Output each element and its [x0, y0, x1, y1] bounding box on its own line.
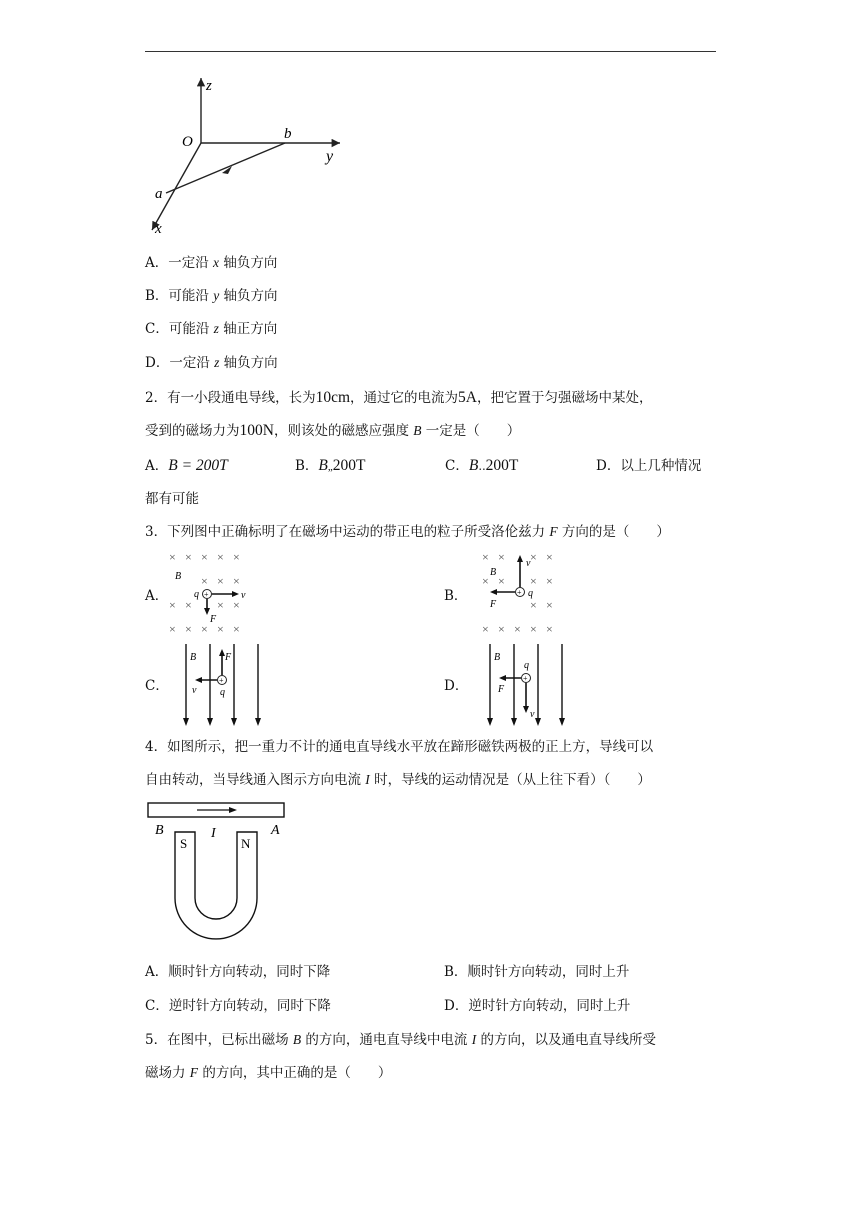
q3-option-c-label[interactable]: C． [145, 678, 169, 694]
svg-text:×: × [185, 550, 192, 564]
svg-text:×: × [530, 598, 537, 612]
svg-text:×: × [514, 622, 521, 636]
label-I: I [211, 826, 216, 841]
q5-stem-line2: 磁场力 F 的方向，其中正确的是（ ） [145, 1065, 392, 1081]
q4-figure-magnet [145, 800, 295, 950]
q3-option-d-label[interactable]: D． [444, 678, 469, 694]
q2-option-c[interactable]: C．B‥200T [445, 457, 519, 474]
svg-text:v: v [530, 709, 535, 720]
svg-text:×: × [233, 574, 240, 588]
svg-text:×: × [546, 622, 553, 636]
svg-text:B: B [494, 652, 501, 663]
label-B-end: B [155, 823, 164, 838]
svg-text:q: q [524, 660, 529, 671]
svg-text:×: × [498, 550, 505, 564]
svg-text:×: × [169, 550, 176, 564]
svg-text:×: × [482, 574, 489, 588]
figure-axes [140, 70, 360, 240]
pole-S: S [180, 836, 188, 851]
svg-text:F: F [490, 599, 497, 610]
q3-figure-a [165, 545, 255, 640]
svg-text:×: × [169, 598, 176, 612]
wire-ab [166, 143, 285, 193]
svg-text:×: × [530, 622, 537, 636]
header-rule [145, 51, 716, 52]
q4-stem-line2: 自由转动，当导线通入图示方向电流 I 时，导线的运动情况是（从上往下看）（ ） [145, 772, 651, 788]
label-x: x [155, 221, 162, 237]
svg-text:F: F [225, 652, 232, 663]
q3-option-b-label[interactable]: B． [444, 588, 468, 604]
svg-text:F: F [498, 684, 505, 695]
svg-text:v: v [192, 685, 197, 696]
svg-text:×: × [530, 550, 537, 564]
label-b: b [284, 126, 292, 142]
svg-text:×: × [233, 598, 240, 612]
q3-option-a-label[interactable]: A． [145, 588, 169, 604]
svg-text:B: B [190, 652, 197, 663]
q4-option-c[interactable]: C．逆时针方向转动，同时下降 [145, 998, 331, 1014]
q2-option-d[interactable]: D．以上几种情况 [596, 458, 702, 474]
svg-text:×: × [546, 598, 553, 612]
svg-text:×: × [169, 622, 176, 636]
svg-text:×: × [482, 550, 489, 564]
q3-figure-c [178, 640, 268, 730]
svg-text:×: × [185, 598, 192, 612]
q4-stem-line1: 4．如图所示，把一重力不计的通电直导线水平放在蹄形磁铁两极的正上方，导线可以 [145, 739, 654, 755]
svg-text:q: q [528, 588, 533, 599]
svg-text:×: × [201, 622, 208, 636]
q2-stem-line1: 2．有一小段通电导线，长为10cm，通过它的电流为5A，把它置于匀强磁场中某处， [145, 389, 653, 406]
q2-option-b[interactable]: B．B„200T [295, 457, 366, 474]
q1-option-d[interactable]: D．一定沿 z 轴负方向 [145, 355, 278, 371]
svg-text:×: × [217, 598, 224, 612]
svg-text:×: × [217, 574, 224, 588]
label-z: z [206, 78, 212, 94]
q4-option-d[interactable]: D．逆时针方向转动，同时上升 [444, 998, 631, 1014]
svg-text:×: × [498, 574, 505, 588]
q1-option-a[interactable]: A．一定沿 x 轴负方向 [145, 255, 278, 271]
svg-text:×: × [498, 622, 505, 636]
svg-text:+: + [204, 590, 209, 599]
label-a: a [155, 186, 163, 202]
svg-text:+: + [523, 674, 528, 683]
svg-text:+: + [219, 676, 224, 685]
svg-text:×: × [546, 550, 553, 564]
q4-option-a[interactable]: A．顺时针方向转动，同时下降 [145, 964, 331, 980]
svg-text:×: × [201, 574, 208, 588]
svg-text:q: q [220, 687, 225, 698]
svg-text:×: × [233, 550, 240, 564]
svg-text:×: × [546, 574, 553, 588]
svg-text:×: × [185, 622, 192, 636]
svg-text:+: + [517, 588, 522, 597]
svg-text:×: × [201, 550, 208, 564]
label-v: v [241, 590, 246, 601]
label-A-end: A [271, 823, 280, 838]
q2-option-d-cont: 都有可能 [145, 491, 199, 507]
svg-text:×: × [530, 574, 537, 588]
svg-text:×: × [217, 622, 224, 636]
q3-figure-d [482, 640, 572, 730]
label-F: F [210, 614, 217, 625]
svg-text:v: v [526, 558, 531, 569]
q3-figure-b [478, 545, 568, 640]
svg-text:×: × [217, 550, 224, 564]
svg-text:×: × [233, 622, 240, 636]
label-q: q [194, 589, 199, 600]
svg-text:×: × [482, 622, 489, 636]
svg-text:B: B [490, 567, 497, 578]
q2-option-a[interactable]: A．B = 200T [145, 457, 228, 474]
q1-option-c[interactable]: C．可能沿 z 轴正方向 [145, 321, 278, 337]
q3-stem: 3．下列图中正确标明了在磁场中运动的带正电的粒子所受洛伦兹力 F 方向的是（ ） [145, 524, 670, 540]
label-origin: O [182, 134, 193, 150]
q5-stem-line1: 5．在图中，已标出磁场 B 的方向，通电直导线中电流 I 的方向，以及通电直导线所受 [145, 1032, 657, 1048]
q2-stem-line2: 受到的磁场力为100N，则该处的磁感应强度 B 一定是（ ） [145, 422, 521, 439]
pole-N: N [241, 836, 251, 851]
label-y: y [326, 148, 334, 165]
q4-option-b[interactable]: B．顺时针方向转动，同时上升 [444, 964, 630, 980]
q1-option-b[interactable]: B．可能沿 y 轴负方向 [145, 288, 278, 304]
label-B: B [175, 571, 182, 582]
